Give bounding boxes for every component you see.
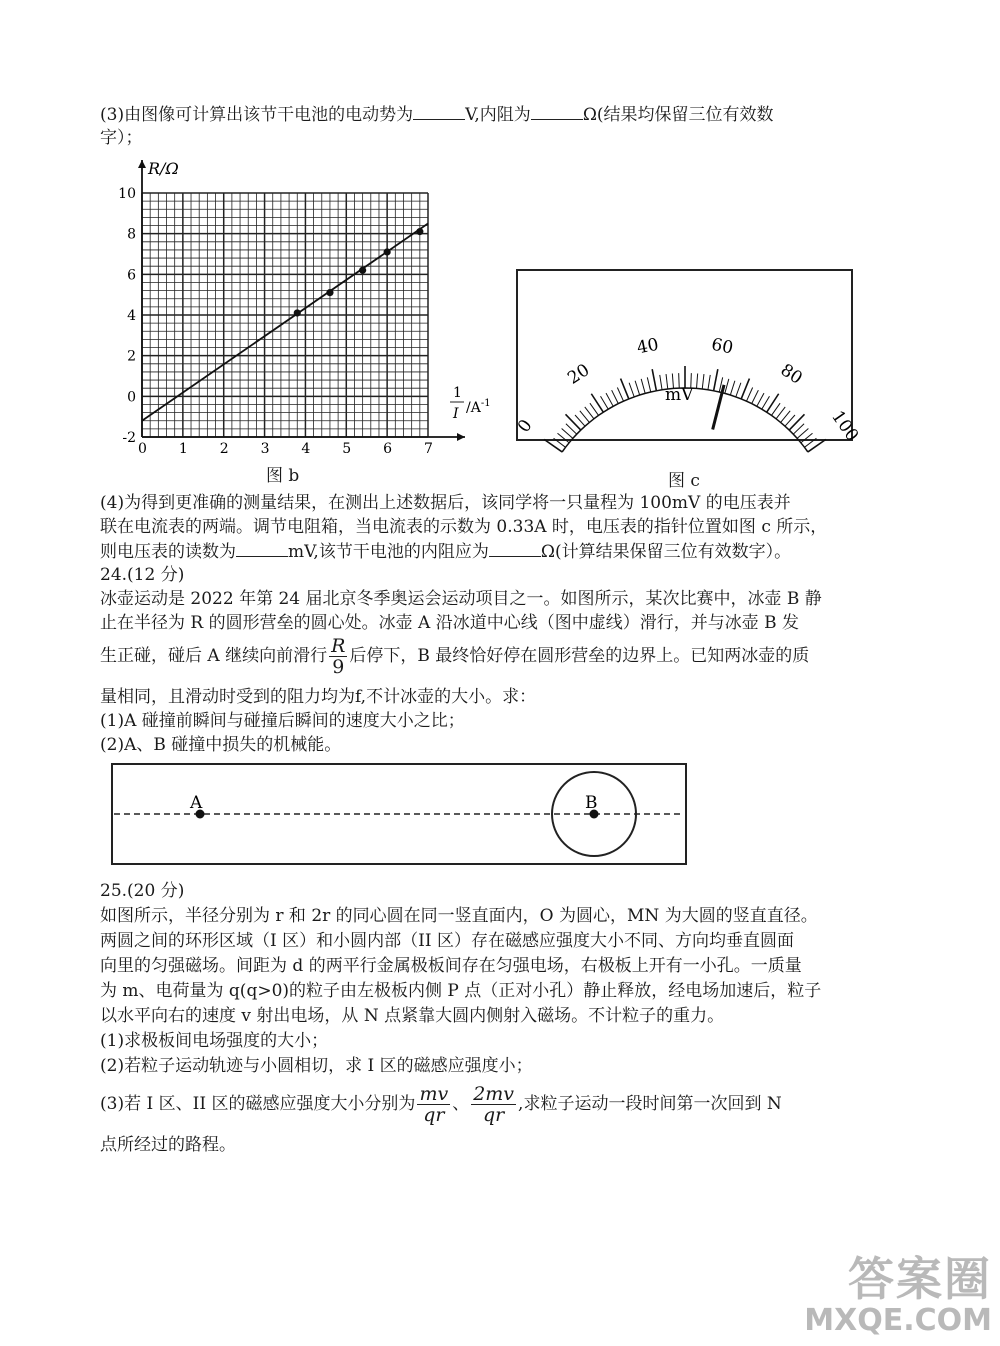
meter-tick bbox=[544, 439, 562, 452]
graph-tick-labels bbox=[118, 186, 433, 457]
x-tick-label: 5 bbox=[342, 441, 352, 457]
figure-c-voltmeter bbox=[514, 268, 863, 446]
meter-tick bbox=[767, 394, 779, 412]
x-axis-unit-exponent: -1 bbox=[480, 398, 491, 409]
fraction-mv-over-qr: $\frac{mv}{qr}$ bbox=[419, 1083, 449, 1126]
x-tick-label: 2 bbox=[219, 441, 229, 457]
meter-unit: mV bbox=[665, 385, 694, 405]
x-tick-label: 7 bbox=[424, 441, 433, 457]
figure-b-graph bbox=[110, 150, 510, 460]
label-a: A bbox=[190, 793, 203, 813]
data-point bbox=[384, 248, 391, 255]
meter-tick bbox=[702, 374, 704, 389]
meter-tick bbox=[746, 388, 752, 402]
fraction-r-over-9: $\frac{R}{9}$ bbox=[331, 635, 346, 678]
meter-tick bbox=[785, 415, 795, 426]
x-axis-label-numerator: 1 bbox=[453, 385, 462, 401]
x-axis-unit: $/A^{-1}$ bbox=[466, 398, 491, 416]
q23-4-line3: 则电压表的读数为 mV,该节干电池的内阻应为 Ω(计算结果保留三位有效数字）。 bbox=[100, 542, 792, 562]
meter-scale-label: 40 bbox=[635, 334, 661, 359]
y-axis-arrow bbox=[138, 160, 146, 168]
meter-tick bbox=[621, 379, 629, 399]
data-point bbox=[416, 228, 423, 235]
meter-tick bbox=[708, 375, 710, 390]
meter-tick bbox=[697, 373, 698, 388]
q25-line2: 两圆之间的环形区域（I 区）和小圆内部（II 区）存在磁感应强度大小不同、方向均垂直圆面 bbox=[100, 931, 794, 951]
y-tick-label: -2 bbox=[122, 430, 136, 446]
q24-line4: 量相同，且滑动时受到的阻力均为f,不计冰壶的大小。求： bbox=[100, 687, 537, 707]
label-b: B bbox=[585, 793, 598, 813]
meter-tick bbox=[762, 396, 770, 409]
meter-tick bbox=[789, 414, 804, 430]
q23-4-line2: 联在电流表的两端。调节电阻箱，当电流表的示数为 0.33A 时，电压表的指针位置如图 c 所示， bbox=[100, 517, 828, 537]
answer-blank bbox=[413, 103, 465, 120]
curling-diagram bbox=[110, 762, 690, 868]
y-axis-label: R/Ω bbox=[148, 159, 179, 178]
meter-tick bbox=[585, 407, 594, 419]
meter-tick bbox=[580, 411, 590, 423]
meter-tick bbox=[606, 393, 613, 406]
meter-tick bbox=[660, 375, 662, 390]
x-axis-arrow bbox=[457, 433, 465, 441]
meter-tick bbox=[797, 428, 808, 438]
graph-data-marks bbox=[142, 224, 428, 421]
meter-tick bbox=[557, 433, 569, 443]
q24-sub1: (1)A 碰撞前瞬间与碰撞后瞬间的速度大小之比； bbox=[100, 711, 465, 731]
meter-tick bbox=[781, 411, 791, 423]
watermark-logo: 答案圈 bbox=[848, 1252, 992, 1306]
meter-tick bbox=[629, 383, 634, 397]
q25-line5: 以水平向右的速度 v 射出电场，从 N 点紧靠大圆内侧射入磁场。不计粒子的重力。 bbox=[100, 1006, 725, 1026]
meter-tick bbox=[575, 415, 585, 426]
x-tick-label: 3 bbox=[260, 441, 270, 457]
x-tick-label: 4 bbox=[301, 441, 311, 457]
q24-sub2: (2)A、B 碰撞中损失的机械能。 bbox=[100, 735, 342, 755]
meter-tick bbox=[612, 390, 619, 403]
meter-tick bbox=[752, 390, 759, 403]
q25-line3: 向里的匀强磁场。间距为 d 的两平行金属极板间存在匀强电场，右极板上开有一小孔。一质量 bbox=[100, 956, 802, 976]
y-tick-label: 6 bbox=[127, 267, 136, 284]
q24-header: 24.(12 分) bbox=[100, 565, 185, 585]
meter-tick bbox=[736, 383, 741, 397]
meter-tick bbox=[562, 428, 573, 438]
q23-3-line1: (3)由图像可计算出该节干电池的电动势为 V,内阻为 Ω(结果均保留三位有效数 bbox=[100, 105, 774, 125]
data-point bbox=[359, 267, 366, 274]
y-tick-label: 10 bbox=[118, 186, 136, 202]
meter-tick bbox=[566, 414, 581, 430]
q25-sub1: (1)求极板间电场强度的大小； bbox=[100, 1031, 329, 1051]
watermark-site: MXQE.COM bbox=[804, 1303, 992, 1338]
meter-tick bbox=[771, 403, 780, 415]
q24-line2: 止在半径为 R 的圆形营垒的圆心处。冰壶 A 沿冰道中心线（图中虚线）滑行，并与冰壶 B 发 bbox=[100, 613, 799, 633]
q25-sub2: (2)若粒子运动轨迹与小圆相切，求 I 区的磁感应强度小； bbox=[100, 1056, 533, 1076]
y-tick-label: 2 bbox=[127, 348, 136, 365]
data-point bbox=[326, 289, 333, 296]
meter-tick bbox=[741, 379, 749, 399]
graph-axes bbox=[138, 160, 465, 441]
y-tick-label: 0 bbox=[127, 389, 136, 406]
meter-scale-label: 100 bbox=[827, 407, 863, 446]
figure-b-caption: 图 b bbox=[266, 466, 300, 486]
answer-blank bbox=[489, 540, 541, 557]
figure-c-caption: 图 c bbox=[668, 471, 700, 491]
meter-tick bbox=[757, 393, 764, 406]
q25-sub3-line2: 点所经过的路程。 bbox=[100, 1135, 236, 1155]
x-tick-label: 0 bbox=[138, 441, 147, 457]
graph-grid bbox=[142, 193, 428, 437]
y-tick-label: 8 bbox=[127, 226, 136, 243]
meter-tick bbox=[730, 381, 735, 395]
q24-line1: 冰壶运动是 2022 年第 24 届北京冬季奥运会运动项目之一。如图所示，某次比赛中，冰壶 B 静 bbox=[100, 589, 822, 609]
x-tick-label: 6 bbox=[383, 441, 393, 457]
q23-4-line1: (4)为得到更准确的测量结果，在测出上述数据后，该同学将一只量程为 100mV 的电压表并 bbox=[100, 493, 791, 513]
meter-tick bbox=[590, 403, 599, 415]
meter-tick bbox=[641, 379, 645, 393]
data-point bbox=[294, 309, 301, 316]
q25-header: 25.(20 分) bbox=[100, 881, 185, 901]
y-tick-label: 4 bbox=[127, 308, 136, 324]
q25-line4: 为 m、电荷量为 q(q>0)的粒子由左极板内侧 P 点（正对小孔）静止释放，经电场加速后，粒子 bbox=[100, 981, 822, 1001]
meter-frame bbox=[517, 270, 852, 440]
q25-sub3: (3)若 I 区、II 区的磁感应强度大小分别为 $\frac{mv}{qr}$ 、 $\frac{2mv}{qr}$ ,求粒子运动一段时间第一次回到 N bbox=[100, 1083, 782, 1126]
meter-tick bbox=[635, 381, 640, 395]
watermark bbox=[804, 1254, 992, 1338]
q25-line1: 如图所示，半径分别为 r 和 2r 的同心圆在同一竖直面内，O 为圆心，MN 为大圆的竖直直径。 bbox=[100, 906, 818, 926]
meter-scale-label: 0 bbox=[514, 416, 537, 437]
meter-tick bbox=[652, 369, 656, 391]
fraction-2mv-over-qr: $\frac{2mv}{qr}$ bbox=[473, 1083, 515, 1126]
answer-blank bbox=[236, 540, 288, 557]
meter-tick bbox=[776, 407, 785, 419]
meter-tick bbox=[591, 394, 603, 412]
x-axis-label-denominator: I bbox=[453, 406, 459, 422]
meter-tick bbox=[601, 396, 609, 409]
meter-scale-label: 60 bbox=[709, 334, 735, 359]
meter-tick bbox=[714, 369, 718, 391]
meter-tick bbox=[617, 388, 623, 402]
x-tick-label: 1 bbox=[178, 441, 188, 457]
answer-blank bbox=[531, 103, 583, 120]
meter-tick bbox=[801, 433, 813, 443]
meter-scale-label: 20 bbox=[564, 360, 594, 389]
q24-line3: 生正碰，碰后 A 继续向前滑行 $\frac{R}{9}$ 后停下，B 最终恰好停在圆形营垒的边界上。已知两冰壶的质 bbox=[100, 635, 810, 678]
q23-3-line2: 字）； bbox=[100, 128, 143, 148]
meter-scale-label: 80 bbox=[776, 360, 806, 389]
meter-tick bbox=[647, 377, 650, 392]
meter-tick bbox=[808, 439, 826, 452]
meter-tick bbox=[725, 379, 729, 393]
